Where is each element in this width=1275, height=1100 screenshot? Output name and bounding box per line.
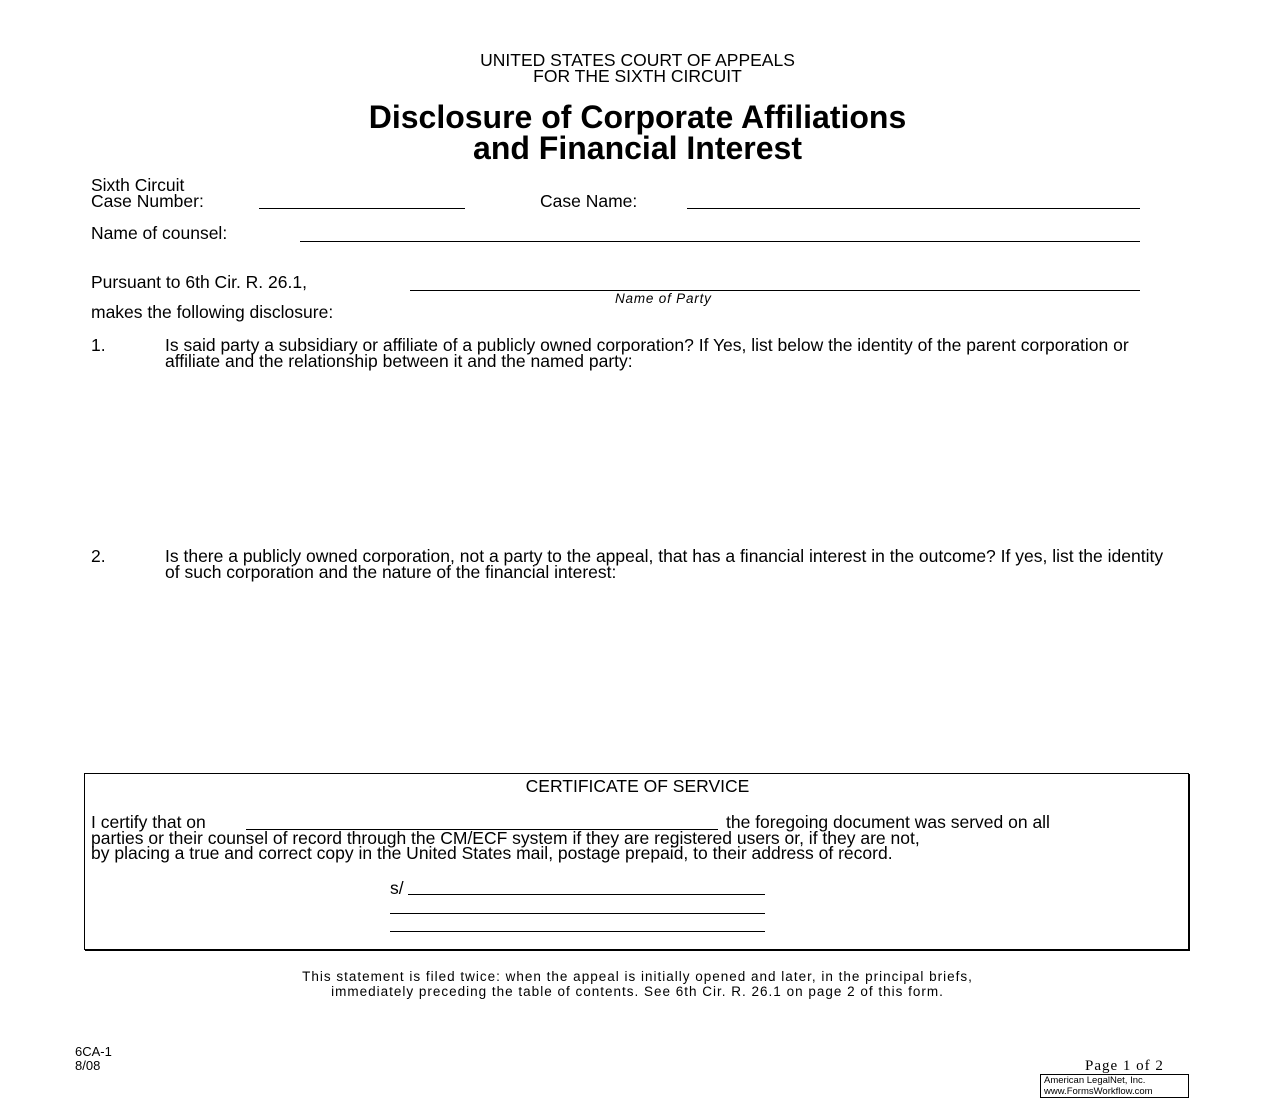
question-2-number: 2. [91,546,106,566]
case-name-field[interactable] [687,208,1140,209]
party-field[interactable] [410,290,1140,291]
certify-prefix: I certify that on [91,812,206,832]
question-1-number: 1. [91,335,106,355]
court-name: UNITED STATES COURT OF APPEALS [480,50,795,70]
certify-body-line3: by placing a true and correct copy in the United States mail, postage prepaid, to their address of record. [91,843,893,863]
filing-note-line2: immediately preceding the table of contents. See 6th Cir. R. 26.1 on page 2 of this form. [331,984,944,999]
form-id: 6CA-1 [75,1044,112,1059]
vendor-url: www.FormsWorkflow.com [1044,1086,1153,1097]
counsel-label: Name of counsel: [91,223,228,243]
question-2-text: Is there a publicly owned corporation, not a party to the appeal, that has a financial interest in the outcome? If yes, list the identity of such corporation and the nature of the financial interest: [165,546,1164,582]
certificate-heading: CERTIFICATE OF SERVICE [525,776,750,796]
signer-name-field[interactable] [390,913,765,914]
counsel-field[interactable] [300,241,1140,242]
signature-field[interactable] [408,894,765,895]
case-number-field[interactable] [259,208,465,209]
disclosure-label: makes the following disclosure: [91,302,334,322]
form-date: 8/08 [75,1058,101,1073]
question-2-answer-area[interactable] [165,603,1170,753]
question-1-answer-area[interactable] [165,392,1170,532]
case-name-label: Case Name: [540,191,638,211]
vendor-name: American LegalNet, Inc. [1044,1075,1146,1086]
case-number-label: Case Number: [91,191,204,211]
filing-note-line1: This statement is filed twice: when the appeal is initially opened and later, in the principal briefs, [302,969,973,984]
question-1-text: Is said party a subsidiary or affiliate of a publicly owned corporation? If Yes, list below the identity of the parent corporation or affiliate and the relationship between it and the named party: [165,335,1129,371]
pursuant-label: Pursuant to 6th Cir. R. 26.1, [91,272,307,292]
certify-body-line2: parties or their counsel of record through the CM/ECF system if they are registered users or, if they are not, [91,828,920,848]
court-circuit: FOR THE SIXTH CIRCUIT [533,66,742,86]
party-caption: Name of Party [615,291,712,306]
sixth-circuit-label: Sixth Circuit [91,175,185,195]
signer-address-field[interactable] [390,931,765,932]
page-number: Page 1 of 2 [1085,1058,1164,1074]
page-title-line2: and Financial Interest [473,130,802,166]
signature-prefix: s/ [390,878,404,898]
vendor-stamp [1040,1074,1189,1098]
certify-suffix: the foregoing document was served on all [726,812,1050,832]
page-title: Disclosure of Corporate Affiliations [368,99,907,135]
